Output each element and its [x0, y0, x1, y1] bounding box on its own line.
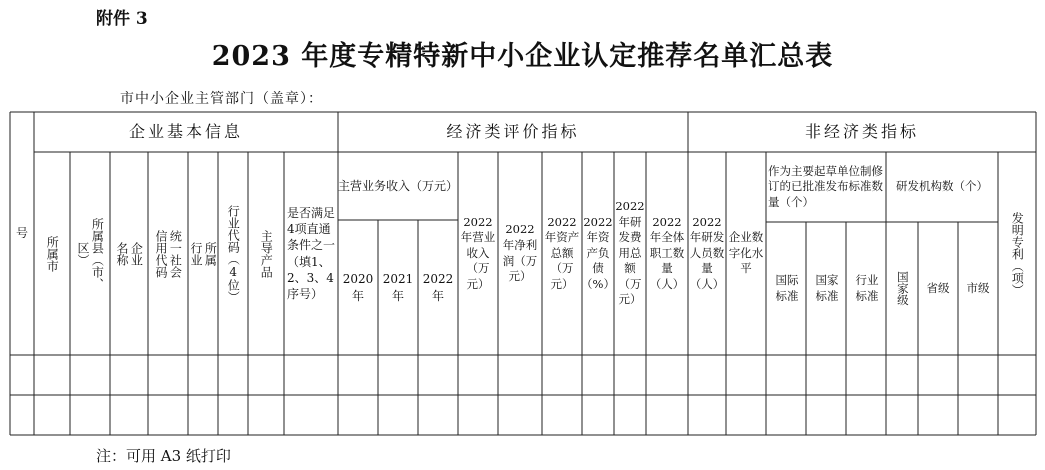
col-rd-expense: 2022年研发费用总额（万元）	[615, 199, 645, 307]
col-no: 号	[15, 226, 28, 241]
col-org-provincial: 省级	[926, 280, 950, 295]
col-operating-income: 2022年营业收入（万元）	[460, 214, 496, 291]
col-standards-group: 作为主要起草单位制修订的已批准发布标准数量（个）	[768, 163, 883, 209]
col-meets-conditions: 是否满足4项直通条件之一（填1、2、3、4序号）	[287, 205, 336, 301]
col-revenue-group: 主营业务收入（万元）	[338, 178, 459, 193]
page-title: 2023 年度专精特新中小企业认定推荐名单汇总表	[211, 41, 834, 72]
col-industry: 所属行业	[189, 241, 218, 266]
col-main-product: 主导产品	[259, 229, 274, 278]
col-total-assets: 2022年资产总额（万元）	[544, 214, 580, 291]
col-standard-national: 国家标准	[815, 272, 839, 303]
col-rd-staff: 2022年研发人员数量（人）	[689, 214, 725, 291]
table-row[interactable]	[10, 355, 1036, 395]
col-rd-org-group: 研发机构数（个）	[896, 179, 988, 194]
col-debt-ratio: 2022年资产负债（%）	[581, 214, 615, 291]
section-economic: 经济类评价指标	[446, 122, 580, 142]
col-revenue-2020: 2020年	[342, 272, 374, 303]
section-non-economic: 非经济类指标	[804, 122, 919, 142]
col-revenue-2022: 2022年	[422, 272, 454, 303]
col-employees: 2022年全体职工数量（人）	[649, 214, 685, 291]
col-credit-code: 统一社会信用代码	[154, 229, 183, 278]
col-digital-level: 企业数字化水平	[728, 230, 764, 276]
col-standard-industry: 行业标准	[855, 272, 879, 303]
section-basic-info: 企业基本信息	[128, 122, 243, 142]
footer-note: 注：可用 A3 纸打印	[96, 447, 231, 465]
col-city: 所属市	[45, 235, 60, 272]
col-standard-international: 国际标准	[775, 272, 799, 303]
attachment-label: 附件 3	[96, 9, 148, 29]
table-row[interactable]	[10, 395, 1036, 435]
col-org-city: 市级	[966, 280, 990, 295]
col-net-profit: 2022年净利润（万元）	[502, 222, 538, 284]
col-industry-code: 行业代码（4位）	[226, 204, 241, 303]
department-label: 市中小企业主管部门（盖章）：	[120, 91, 323, 107]
col-revenue-2021: 2021年	[382, 272, 414, 303]
col-company-name: 企业名称	[115, 241, 144, 266]
col-org-national: 国家级	[895, 271, 910, 306]
col-county: 所属县（市、区）	[76, 217, 105, 290]
col-patents: 发明专利（项）	[1010, 211, 1025, 296]
